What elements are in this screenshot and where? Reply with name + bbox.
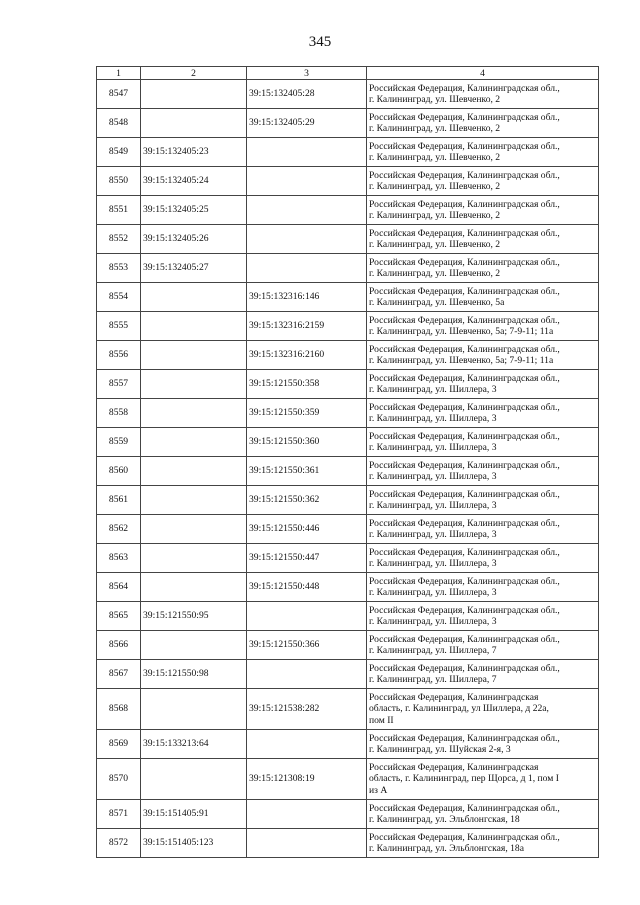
address-line: г. Калининград, ул. Эльблонгская, 18а [369, 843, 524, 854]
address-line: г. Калининград, ул. Шиллера, 7 [369, 674, 497, 685]
cadastral-number-land [141, 341, 247, 370]
cadastral-number-building: 39:15:121308:19 [247, 759, 367, 800]
address-line: Российская Федерация, Калининградская обл., [369, 343, 560, 355]
cadastral-number-land [141, 457, 247, 486]
address-line: Российская Федерация, Калининградская обл., [369, 314, 560, 326]
row-number: 8550 [97, 167, 141, 196]
address-cell [367, 602, 599, 631]
table-header [97, 67, 599, 80]
address-cell [367, 573, 599, 602]
address-cell [367, 730, 599, 759]
cadastral-number-building: 39:15:132316:146 [247, 283, 367, 312]
cadastral-number-building: 39:15:121550:358 [247, 370, 367, 399]
cadastral-number-building: 39:15:121550:361 [247, 457, 367, 486]
address-line: Российская Федерация, Калининградская обл., [369, 198, 560, 210]
table-row [97, 109, 599, 138]
address-line: г. Калининград, ул. Шевченко, 2 [369, 268, 501, 279]
cadastral-number-building [247, 138, 367, 167]
row-number: 8572 [97, 829, 141, 858]
cadastral-number-building: 39:15:132316:2159 [247, 312, 367, 341]
cadastral-number-land [141, 109, 247, 138]
address-line: г. Калининград, ул. Шиллера, 3 [369, 471, 497, 482]
cadastral-number-land: 39:15:132405:25 [141, 196, 247, 225]
row-number: 8571 [97, 800, 141, 829]
row-number: 8562 [97, 515, 141, 544]
cadastral-number-land [141, 689, 247, 730]
table-row [97, 341, 599, 370]
table-row [97, 602, 599, 631]
cadastral-number-building: 39:15:132405:29 [247, 109, 367, 138]
table-row [97, 457, 599, 486]
registry-table [96, 66, 599, 858]
table-row [97, 225, 599, 254]
address-cell [367, 544, 599, 573]
table-body [97, 80, 599, 858]
row-number: 8556 [97, 341, 141, 370]
address-line: Российская Федерация, Калининградская [369, 761, 539, 773]
cadastral-number-land [141, 80, 247, 109]
row-number: 8547 [97, 80, 141, 109]
table-row [97, 399, 599, 428]
cadastral-number-building [247, 254, 367, 283]
address-line: область, г. Калининград, ул Шиллера, д 22а, [369, 703, 549, 715]
address-line: Российская Федерация, Калининградская обл., [369, 459, 560, 471]
row-number: 8566 [97, 631, 141, 660]
row-number: 8553 [97, 254, 141, 283]
cadastral-number-land [141, 544, 247, 573]
row-number: 8564 [97, 573, 141, 602]
address-line: г. Калининград, ул. Шевченко, 2 [369, 210, 501, 221]
address-cell [367, 167, 599, 196]
table-row [97, 80, 599, 109]
cadastral-number-land: 39:15:132405:23 [141, 138, 247, 167]
cadastral-number-building: 39:15:121550:359 [247, 399, 367, 428]
address-cell [367, 689, 599, 730]
table-row [97, 730, 599, 759]
address-line: Российская Федерация, Калининградская обл., [369, 169, 560, 181]
address-cell [367, 631, 599, 660]
address-cell [367, 196, 599, 225]
address-line: Российская Федерация, Калининградская обл., [369, 604, 560, 616]
cadastral-number-building [247, 800, 367, 829]
table-row [97, 759, 599, 800]
cadastral-number-land [141, 759, 247, 800]
cadastral-number-building [247, 167, 367, 196]
cadastral-number-land [141, 312, 247, 341]
address-line: г. Калининград, ул. Шиллера, 3 [369, 500, 497, 511]
address-cell [367, 457, 599, 486]
address-line: г. Калининград, ул. Шевченко, 5а; 7-9-11; 11а [369, 355, 554, 366]
cadastral-number-building [247, 602, 367, 631]
address-line: г. Калининград, ул. Шевченко, 2 [369, 181, 501, 192]
address-cell [367, 138, 599, 167]
table-row [97, 631, 599, 660]
cadastral-number-land [141, 370, 247, 399]
row-number: 8552 [97, 225, 141, 254]
address-line: Российская Федерация, Калининградская обл., [369, 517, 560, 529]
cadastral-number-building: 39:15:121550:448 [247, 573, 367, 602]
cadastral-number-building: 39:15:121550:362 [247, 486, 367, 515]
address-line: Российская Федерация, Калининградская обл., [369, 831, 560, 843]
address-line: г. Калининград, ул. Шевченко, 2 [369, 239, 501, 250]
address-line: Российская Федерация, Калининградская обл., [369, 430, 560, 442]
address-cell [367, 515, 599, 544]
address-line: Российская Федерация, Калининградская обл., [369, 732, 560, 744]
row-number: 8567 [97, 660, 141, 689]
table-row [97, 167, 599, 196]
address-line: Российская Федерация, Калининградская обл., [369, 802, 560, 814]
address-cell [367, 660, 599, 689]
table-row [97, 544, 599, 573]
page-number: 345 [308, 34, 332, 50]
cadastral-number-land [141, 428, 247, 457]
cadastral-number-land: 39:15:133213:64 [141, 730, 247, 759]
table-row [97, 829, 599, 858]
address-line: г. Калининград, ул. Шевченко, 5а [369, 297, 505, 308]
address-line: г. Калининград, ул. Шиллера, 3 [369, 384, 497, 395]
cadastral-number-land [141, 573, 247, 602]
cadastral-number-land: 39:15:121550:95 [141, 602, 247, 631]
address-cell [367, 829, 599, 858]
table-row [97, 428, 599, 457]
address-line: Российская Федерация, Калининградская обл., [369, 227, 560, 239]
column-header-2: 2 [141, 67, 247, 80]
address-line: г. Калининград, ул. Шиллера, 7 [369, 645, 497, 656]
row-number: 8561 [97, 486, 141, 515]
cadastral-number-land: 39:15:121550:98 [141, 660, 247, 689]
address-line: г. Калининград, ул. Шиллера, 3 [369, 587, 497, 598]
row-number: 8558 [97, 399, 141, 428]
table-row [97, 800, 599, 829]
header-row [97, 67, 599, 80]
address-line: Российская Федерация, Калининградская обл., [369, 140, 560, 152]
address-line: область, г. Калининград, пер Щорса, д 1, пом I [369, 773, 559, 785]
cadastral-number-building [247, 730, 367, 759]
cadastral-number-building [247, 829, 367, 858]
address-cell [367, 80, 599, 109]
column-header-3: 3 [247, 67, 367, 80]
address-line: Российская Федерация, Калининградская обл., [369, 82, 560, 94]
address-cell [367, 312, 599, 341]
address-line: г. Калининград, ул. Шевченко, 2 [369, 94, 501, 105]
cadastral-number-building: 39:15:121550:447 [247, 544, 367, 573]
cadastral-number-building [247, 225, 367, 254]
address-line: Российская Федерация, Калининградская обл., [369, 111, 560, 123]
table-row [97, 138, 599, 167]
address-line: из А [369, 784, 388, 796]
address-line: Российская Федерация, Калининградская обл., [369, 546, 560, 558]
cadastral-number-land: 39:15:132405:26 [141, 225, 247, 254]
cadastral-number-building: 39:15:132316:2160 [247, 341, 367, 370]
row-number: 8549 [97, 138, 141, 167]
row-number: 8560 [97, 457, 141, 486]
address-line: Российская Федерация, Калининградская обл., [369, 488, 560, 500]
row-number: 8570 [97, 759, 141, 800]
address-line: Российская Федерация, Калининградская обл., [369, 372, 560, 384]
cadastral-number-land [141, 515, 247, 544]
address-line: г. Калининград, ул. Шевченко, 2 [369, 123, 501, 134]
cadastral-number-land [141, 399, 247, 428]
address-cell [367, 109, 599, 138]
cadastral-number-building [247, 196, 367, 225]
row-number: 8557 [97, 370, 141, 399]
table-row [97, 660, 599, 689]
address-line: г. Калининград, ул. Шиллера, 3 [369, 616, 497, 627]
row-number: 8555 [97, 312, 141, 341]
cadastral-number-land: 39:15:151405:91 [141, 800, 247, 829]
cadastral-number-building: 39:15:121538:282 [247, 689, 367, 730]
row-number: 8548 [97, 109, 141, 138]
row-number: 8551 [97, 196, 141, 225]
row-number: 8565 [97, 602, 141, 631]
address-line: Российская Федерация, Калининградская обл., [369, 662, 560, 674]
cadastral-number-land [141, 631, 247, 660]
address-line: Российская Федерация, Калининградская обл., [369, 256, 560, 268]
address-cell [367, 370, 599, 399]
table-row [97, 283, 599, 312]
address-line: Российская Федерация, Калининградская [369, 691, 539, 703]
address-line: Российская Федерация, Калининградская обл., [369, 285, 560, 297]
column-header-4: 4 [367, 67, 599, 80]
address-line: г. Калининград, ул. Шиллера, 3 [369, 442, 497, 453]
address-cell [367, 800, 599, 829]
table-row [97, 689, 599, 730]
row-number: 8554 [97, 283, 141, 312]
cadastral-number-building: 39:15:121550:360 [247, 428, 367, 457]
cadastral-number-building: 39:15:121550:446 [247, 515, 367, 544]
cadastral-number-building: 39:15:132405:28 [247, 80, 367, 109]
address-line: г. Калининград, ул. Шевченко, 2 [369, 152, 501, 163]
address-cell [367, 283, 599, 312]
address-cell [367, 254, 599, 283]
row-number: 8559 [97, 428, 141, 457]
row-number: 8563 [97, 544, 141, 573]
column-header-1: 1 [97, 67, 141, 80]
cadastral-number-land [141, 283, 247, 312]
address-line: Российская Федерация, Калининградская обл., [369, 575, 560, 587]
address-line: г. Калининград, ул. Шиллера, 3 [369, 558, 497, 569]
address-line: пом II [369, 714, 394, 726]
cadastral-number-land: 39:15:151405:123 [141, 829, 247, 858]
address-line: г. Калининград, ул. Шуйская 2-я, 3 [369, 744, 511, 755]
table-row [97, 573, 599, 602]
table-row [97, 196, 599, 225]
cadastral-number-building: 39:15:121550:366 [247, 631, 367, 660]
cadastral-number-land [141, 486, 247, 515]
address-cell [367, 399, 599, 428]
row-number: 8568 [97, 689, 141, 730]
row-number: 8569 [97, 730, 141, 759]
table-row [97, 254, 599, 283]
address-cell [367, 759, 599, 800]
address-cell [367, 225, 599, 254]
cadastral-number-land: 39:15:132405:27 [141, 254, 247, 283]
table-row [97, 312, 599, 341]
address-line: г. Калининград, ул. Шиллера, 3 [369, 413, 497, 424]
table-row [97, 370, 599, 399]
cadastral-number-building [247, 660, 367, 689]
address-cell [367, 486, 599, 515]
cadastral-number-land: 39:15:132405:24 [141, 167, 247, 196]
address-cell [367, 341, 599, 370]
table-row [97, 515, 599, 544]
address-line: Российская Федерация, Калининградская обл., [369, 401, 560, 413]
address-line: г. Калининград, ул. Эльблонгская, 18 [369, 814, 520, 825]
address-line: Российская Федерация, Калининградская обл., [369, 633, 560, 645]
address-cell [367, 428, 599, 457]
table-row [97, 486, 599, 515]
address-line: г. Калининград, ул. Шиллера, 3 [369, 529, 497, 540]
address-line: г. Калининград, ул. Шевченко, 5а; 7-9-11; 11а [369, 326, 554, 337]
